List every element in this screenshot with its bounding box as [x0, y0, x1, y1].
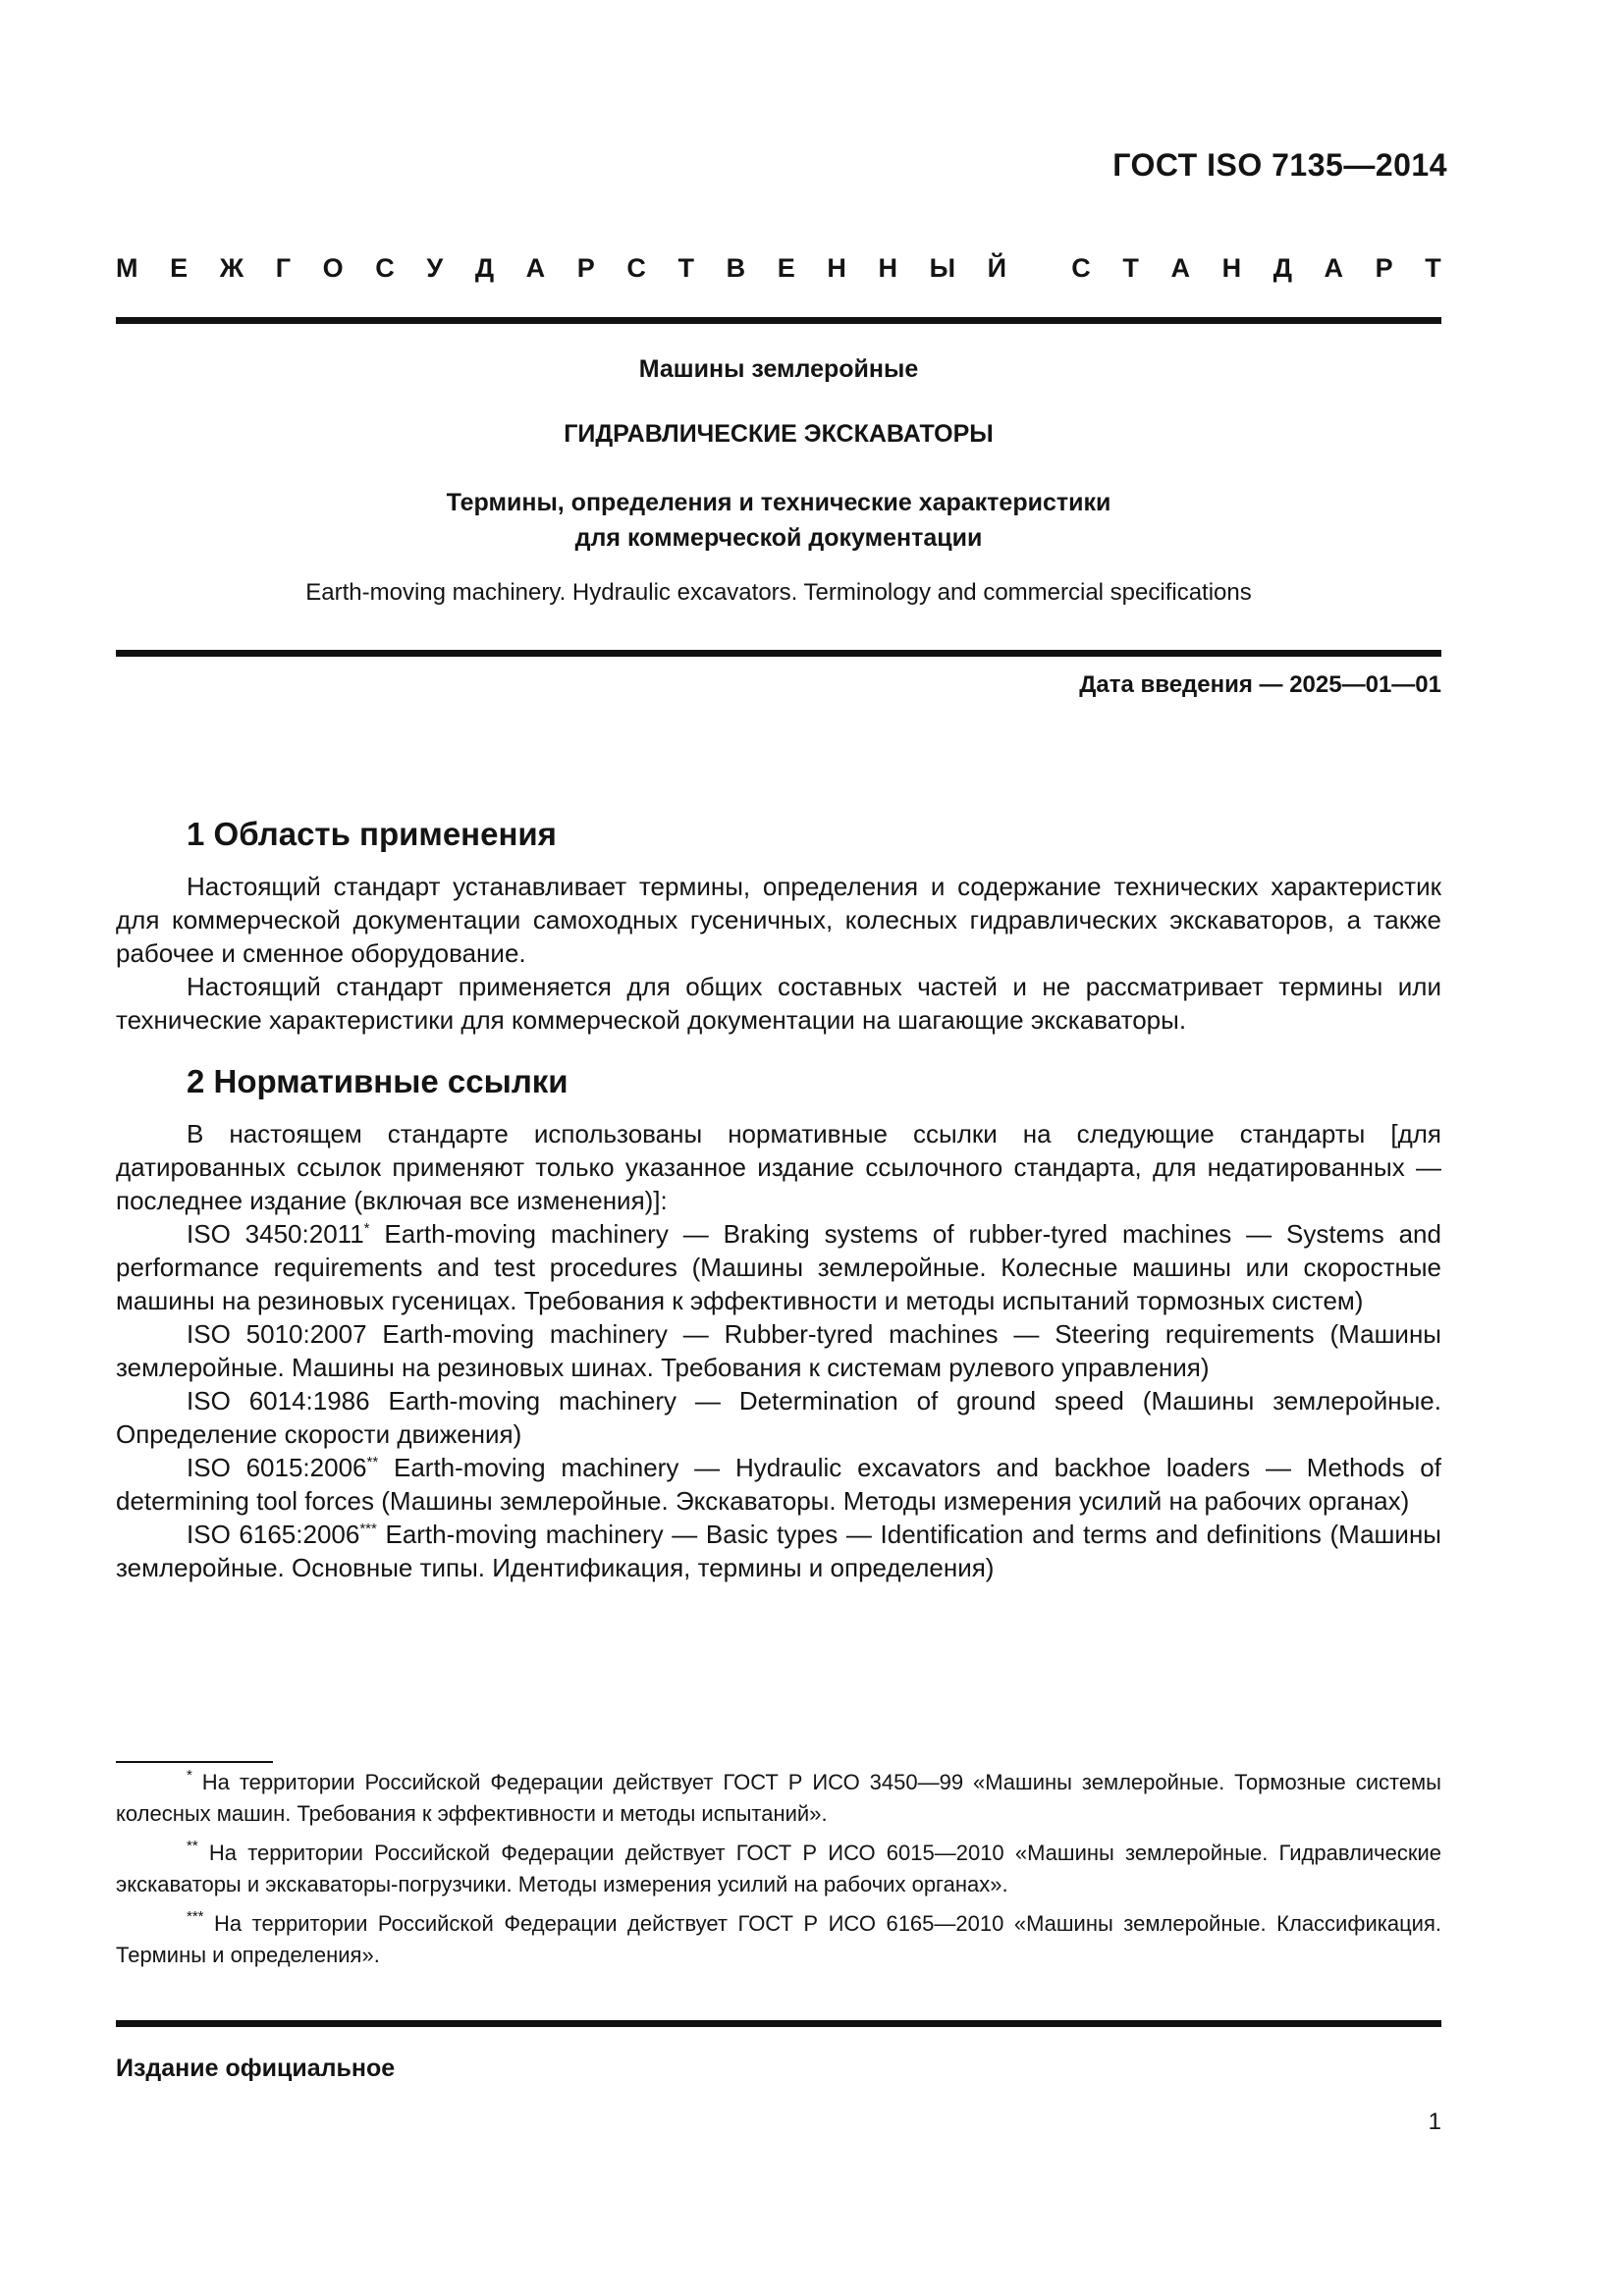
- footnote: [116, 1767, 1441, 1830]
- heading-letter: Е: [777, 253, 795, 283]
- heading-letter: Д: [474, 253, 495, 283]
- normative-reference: [116, 1451, 1441, 1518]
- footnotes: [116, 1767, 1441, 1979]
- title-machines: Машины землеройные: [638, 355, 919, 383]
- reference-code: ISO 6014:1986: [187, 1386, 370, 1415]
- heading-letter: Т: [1425, 253, 1441, 283]
- section-2-heading: 2 Нормативные ссылки: [187, 1063, 568, 1099]
- reference-code: ISO 6015:2006: [187, 1453, 367, 1482]
- intergovernmental-standard-heading: [116, 253, 1441, 284]
- footnote-text: На территории Российской Федерации действует ГОСТ Р ИСО 6015—2010 «Машины землеройные. Гидравлические экскаваторы и экскаваторы-погрузчики. Методы измерения усилий на рабочих органах».: [116, 1841, 1441, 1896]
- heading-letter: А: [525, 253, 546, 283]
- heading-letter: А: [1170, 253, 1190, 283]
- heading-letter: Ж: [219, 253, 244, 283]
- heading-letter: Н: [827, 253, 846, 283]
- official-edition-label: Издание официальное: [116, 2055, 396, 2082]
- heading-letter: Н: [1221, 253, 1242, 283]
- word-gap: [1039, 253, 1040, 284]
- introduction-date: Дата введения — 2025—01—01: [1079, 671, 1441, 698]
- heading-letter: Р: [576, 253, 595, 283]
- normative-reference: [116, 1384, 1441, 1451]
- heading-letter: С: [626, 253, 646, 283]
- header-rule: [116, 317, 1441, 324]
- footnote-mark: *: [363, 1220, 370, 1237]
- standard-code: ГОСТ ISO 7135—2014: [1112, 147, 1447, 183]
- reference-code: ISO 5010:2007: [187, 1319, 367, 1349]
- title-subtitle: [116, 485, 1441, 556]
- heading-letter: М: [116, 253, 138, 283]
- reference-code: ISO 3450:2011: [187, 1219, 364, 1249]
- heading-letter: У: [426, 253, 444, 283]
- page-number: 1: [1428, 2109, 1441, 2135]
- body-text: [116, 815, 1441, 1584]
- heading-letter: В: [726, 253, 746, 283]
- footnote-text: На территории Российской Федерации действует ГОСТ Р ИСО 3450—99 «Машины землеройные. Тормозные системы колесных машин. Требования к эффективности и методы испытаний».: [116, 1770, 1441, 1826]
- subtitle-line-1: Термины, определения и технические характеристики: [446, 489, 1111, 516]
- footnote-mark: ***: [187, 1908, 204, 1925]
- footer-rule: [116, 2020, 1441, 2027]
- footnote: [116, 1838, 1441, 1900]
- footnote-text: На территории Российской Федерации действует ГОСТ Р ИСО 6165—2010 «Машины землеройные. Классификация. Термины и определения».: [116, 1911, 1441, 1967]
- normative-reference: [116, 1217, 1441, 1317]
- section-1-paragraph: Настоящий стандарт устанавливает термины, определения и содержание технических характеристик для коммерческой документации самоходных гусеничных, колесных гидравлических экскаваторов, а также рабочее и сменное оборудование.: [116, 872, 1441, 968]
- section-2-intro: В настоящем стандарте использованы нормативные ссылки на следующие стандарты [для датированных ссылок применяют только указанное издание ссылочного стандарта, для недатированных — последнее издание (включая все изменения)]:: [116, 1119, 1441, 1215]
- footnote-mark: *: [187, 1767, 192, 1784]
- reference-code: ISO 6165:2006: [187, 1520, 360, 1549]
- heading-letter: С: [1071, 253, 1091, 283]
- footnote-mark: **: [187, 1838, 198, 1854]
- heading-letter: Ы: [929, 253, 956, 283]
- reference-text: Earth-moving machinery — Rubber-tyred machines — Steering requirements (Машины землеройные. Машины на резиновых шинах. Требования к системам рулевого управления): [116, 1319, 1441, 1382]
- normative-reference: [116, 1317, 1441, 1384]
- heading-letter: С: [375, 253, 395, 283]
- heading-letter: Д: [1272, 253, 1292, 283]
- heading-letter: Р: [1375, 253, 1393, 283]
- footnote-mark: ***: [359, 1521, 377, 1537]
- title-main: ГИДРАВЛИЧЕСКИЕ ЭКСКАВАТОРЫ: [564, 420, 994, 448]
- reference-text: Earth-moving machinery — Determination of ground speed (Машины землеройные. Определение скорости движения): [116, 1386, 1441, 1449]
- footnote: [116, 1908, 1441, 1971]
- title-english: Earth-moving machinery. Hydraulic excavators. Terminology and commercial specifications: [305, 579, 1252, 606]
- title-rule: [116, 650, 1441, 657]
- footnote-separator: [116, 1761, 273, 1763]
- reference-text: Earth-moving machinery — Braking systems of rubber-tyred machines — Systems and performance requirements and test procedures (Машины землеройные. Колесные машины или скоростные машины на резиновых гусеницах. Требования к эффективности и методы испытаний тормозных систем): [116, 1219, 1441, 1315]
- heading-letter: Н: [878, 253, 897, 283]
- heading-letter: Т: [677, 253, 695, 283]
- reference-text: Earth-moving machinery — Hydraulic excavators and backhoe loaders — Methods of determining tool forces (Машины землеройные. Экскаваторы. Методы измерения усилий на рабочих органах): [116, 1453, 1441, 1516]
- footnote-mark: **: [366, 1454, 379, 1470]
- section-1-heading: 1 Область применения: [187, 816, 557, 852]
- heading-letter: А: [1324, 253, 1344, 283]
- heading-letter: Е: [170, 253, 189, 283]
- heading-letter: О: [322, 253, 344, 283]
- section-1-paragraph: Настоящий стандарт применяется для общих составных частей и не рассматривает термины или технические характеристики для коммерческой документации на шагающие экскаваторы.: [116, 972, 1441, 1035]
- heading-letter: Г: [275, 253, 292, 283]
- normative-reference: [116, 1518, 1441, 1584]
- heading-letter: Т: [1122, 253, 1139, 283]
- reference-text: Earth-moving machinery — Basic types — Identification and terms and definitions (Машины землеройные. Основные типы. Идентификация, термины и определения): [116, 1520, 1441, 1582]
- subtitle-line-2: для коммерческой документации: [574, 524, 983, 552]
- heading-letter: Й: [987, 253, 1007, 283]
